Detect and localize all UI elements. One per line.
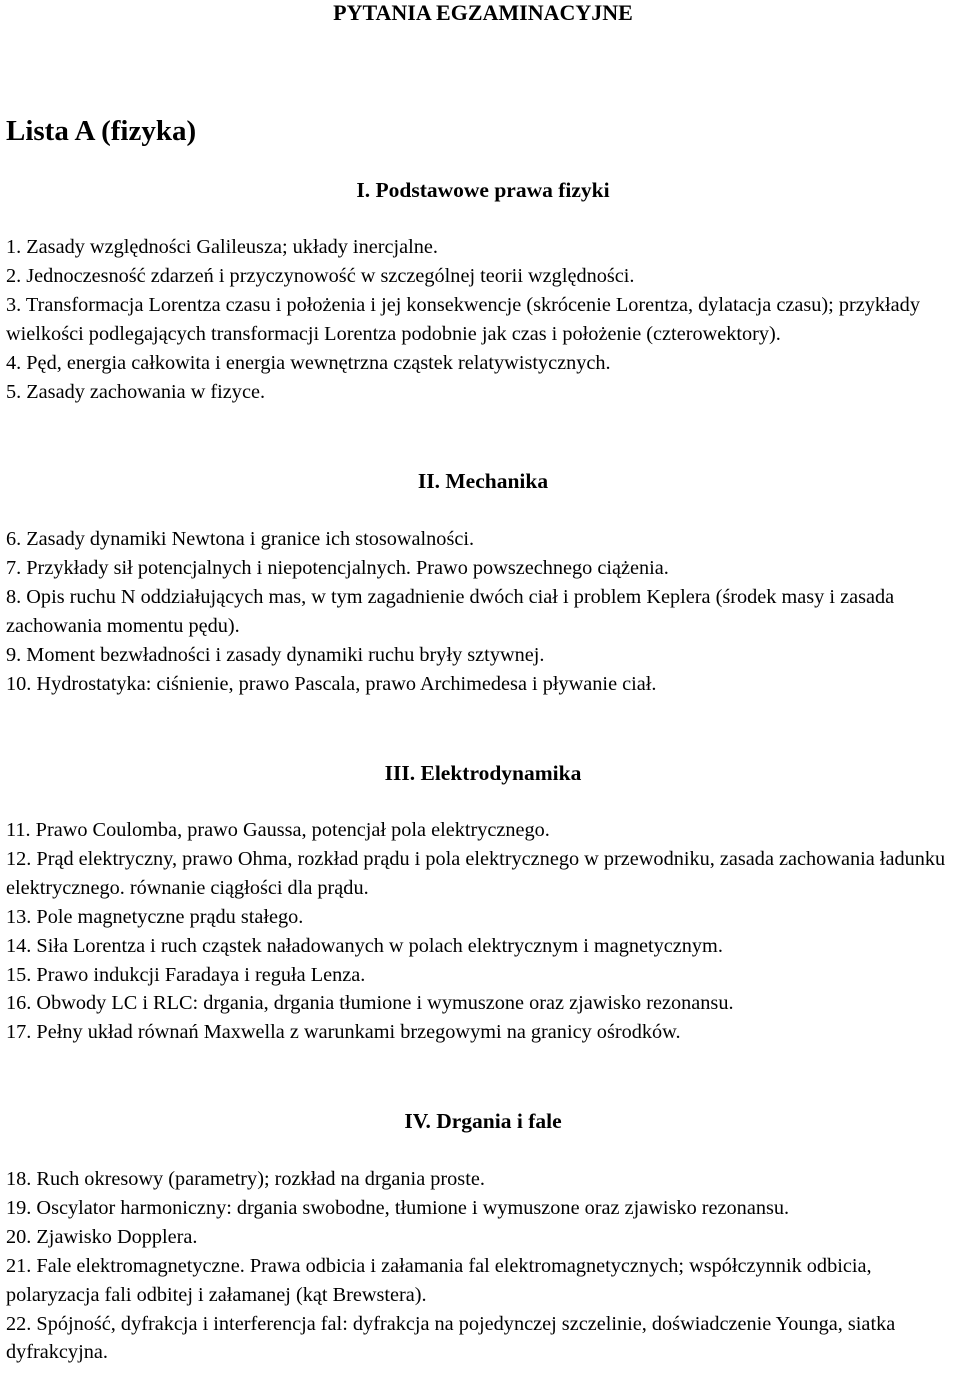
- section-heading-podstawowe-prawa: I. Podstawowe prawa fizyki: [356, 178, 610, 202]
- section-heading-mechanika: II. Mechanika: [417, 469, 549, 493]
- question-item: 6. Zasady dynamiki Newtona i granice ich stosowalności.: [6, 528, 475, 550]
- question-item: 17. Pełny układ równań Maxwella z warunkami brzegowymi na granicy ośrodków.: [6, 1021, 681, 1044]
- question-item: 14. Siła Lorentza i ruch cząstek naładowanych w polach elektrycznym i magnetycznym.: [6, 934, 723, 957]
- section-items-elektrodynamika: [6, 816, 960, 1047]
- question-item: 7. Przykłady sił potencjalnych i niepotencjalnych. Prawo powszechnego ciążenia.: [6, 556, 669, 579]
- question-item: 12. Prąd elektryczny, prawo Ohma, rozkład prądu i pola elektrycznego w przewodniku, zasada zachowania ładunku elektrycznego. równanie ciągłości dla prądu.: [6, 847, 946, 899]
- question-item: 10. Hydrostatyka: ciśnienie, prawo Pascala, prawo Archimedesa i pływanie ciał.: [6, 672, 657, 695]
- question-item: 3. Transformacja Lorentza czasu i położenia i jej konsekwencje (skrócenie Lorentza, dylatacja czasu); przykłady wielkości podlegających transformacji Lorentza podobnie jak czas i położenie (czterowektory).: [6, 293, 920, 345]
- list-title: Lista A (fizyka): [6, 115, 197, 147]
- question-item: 15. Prawo indukcji Faradaya i reguła Lenza.: [6, 963, 366, 986]
- question-item: 8. Opis ruchu N oddziałujących mas, w tym zagadnienie dwóch ciał i problem Keplera (środek masy i zasada zachowania momentu pędu).: [6, 585, 895, 637]
- question-item: 1. Zasady względności Galileusza; układy inercjalne.: [6, 236, 438, 258]
- section-heading-drgania-i-fale: IV. Drgania i fale: [404, 1109, 562, 1133]
- section-items-drgania-i-fale: [6, 1165, 960, 1367]
- question-item: 21. Fale elektromagnetyczne. Prawa odbicia i załamania fal elektromagnetycznych; współczynnik odbicia, polaryzacja fali odbitej i załamanej (kąt Brewstera).: [6, 1254, 872, 1306]
- question-item: 22. Spójność, dyfrakcja i interferencja fal: dyfrakcja na pojedynczej szczelinie, doświadczenie Younga, siatka dyfrakcyjna.: [6, 1312, 896, 1364]
- section-items-mechanika: [6, 525, 960, 698]
- question-item: 16. Obwody LC i RLC: drgania, drgania tłumione i wymuszone oraz zjawisko rezonansu.: [6, 992, 734, 1015]
- question-item: 18. Ruch okresowy (parametry); rozkład na drgania proste.: [6, 1168, 485, 1190]
- section-heading-elektrodynamika: III. Elektrodynamika: [384, 761, 582, 785]
- section-items-podstawowe-prawa: [6, 233, 960, 406]
- question-item: 13. Pole magnetyczne prądu stałego.: [6, 905, 304, 928]
- question-item: 11. Prawo Coulomba, prawo Gaussa, potencjał pola elektrycznego.: [6, 819, 550, 841]
- question-item: 20. Zjawisko Dopplera.: [6, 1225, 198, 1248]
- document-title: PYTANIA EGZAMINACYJNE: [333, 0, 633, 25]
- question-item: 4. Pęd, energia całkowita i energia wewnętrzna cząstek relatywistycznych.: [6, 351, 611, 374]
- question-item: 19. Oscylator harmoniczny: drgania swobodne, tłumione i wymuszone oraz zjawisko rezonansu.: [6, 1196, 790, 1219]
- question-item: 2. Jednoczesność zdarzeń i przyczynowość w szczególnej teorii względności.: [6, 264, 635, 287]
- question-item: 5. Zasady zachowania w fizyce.: [6, 380, 266, 403]
- question-item: 9. Moment bezwładności i zasady dynamiki ruchu bryły sztywnej.: [6, 643, 545, 666]
